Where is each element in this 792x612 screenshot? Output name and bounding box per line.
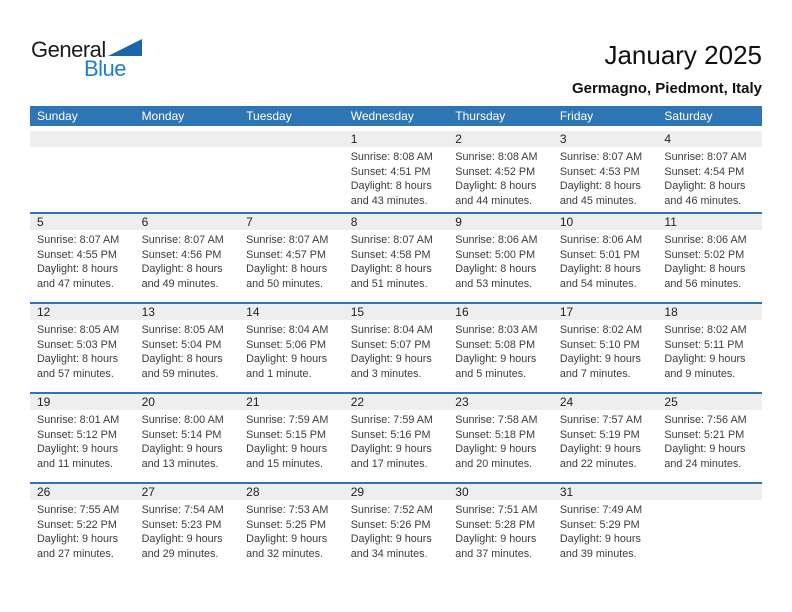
day-info-line: Daylight: 8 hours — [350, 180, 432, 193]
week-row — [30, 392, 762, 482]
day-info-line: and 45 minutes. — [559, 194, 637, 207]
day-number: 13 — [135, 304, 240, 320]
day-cell — [553, 484, 658, 572]
day-info — [30, 500, 135, 561]
day-info-line: Sunset: 5:03 PM — [37, 338, 117, 351]
day-cell — [448, 304, 553, 392]
day-info-line: Sunrise: 7:53 AM — [246, 504, 329, 516]
calendar — [30, 106, 762, 572]
day-cell — [448, 131, 553, 212]
day-info — [448, 320, 553, 381]
day-info-line: Sunrise: 7:57 AM — [559, 414, 643, 426]
day-info-line: Sunrise: 7:56 AM — [664, 414, 747, 426]
day-info-line: Daylight: 9 hours — [559, 443, 641, 456]
day-info-line: Sunset: 4:55 PM — [37, 248, 117, 261]
day-info-line: Daylight: 9 hours — [246, 533, 328, 546]
day-info-line: and 37 minutes. — [455, 547, 533, 560]
day-info-line: Sunrise: 8:07 AM — [664, 151, 747, 163]
day-info-line: and 1 minute. — [246, 367, 312, 380]
day-info-line: and 50 minutes. — [246, 277, 323, 290]
day-cell — [344, 304, 449, 392]
day-info-line: and 3 minutes. — [350, 367, 422, 380]
day-info-line: and 5 minutes. — [455, 367, 527, 380]
day-info-line: and 9 minutes. — [664, 367, 736, 380]
day-info-line: Daylight: 9 hours — [455, 353, 537, 366]
day-info-line: Sunset: 4:57 PM — [246, 248, 326, 261]
day-cell — [30, 394, 135, 482]
day-number: 1 — [344, 131, 449, 147]
day-info-line: Daylight: 8 hours — [246, 263, 328, 276]
day-cell — [239, 304, 344, 392]
day-cell — [135, 131, 240, 212]
day-cell — [239, 484, 344, 572]
day-info-line: and 59 minutes. — [141, 367, 219, 380]
day-info-line: Daylight: 9 hours — [246, 443, 328, 456]
day-info-line: Sunset: 5:04 PM — [141, 338, 222, 351]
day-info-line: Sunrise: 8:07 AM — [37, 234, 120, 246]
day-info-line: Sunrise: 8:07 AM — [141, 234, 224, 246]
day-info-line: and 20 minutes. — [455, 457, 533, 470]
day-number: 20 — [135, 394, 240, 410]
day-number: 22 — [344, 394, 449, 410]
title-block — [572, 40, 762, 97]
day-number: 24 — [553, 394, 658, 410]
day-info-line: Sunset: 5:10 PM — [559, 338, 640, 351]
day-number: 15 — [344, 304, 449, 320]
day-cell — [30, 214, 135, 302]
day-cell — [657, 394, 762, 482]
day-info-line: Sunrise: 8:06 AM — [455, 234, 538, 246]
day-info — [553, 320, 658, 381]
day-info-line: and 47 minutes. — [37, 277, 114, 290]
day-info — [344, 410, 449, 471]
day-info-line: Sunrise: 7:51 AM — [455, 504, 538, 516]
day-info-line: Daylight: 9 hours — [350, 443, 432, 456]
day-info-line: Sunset: 5:07 PM — [350, 338, 431, 351]
day-info — [344, 500, 449, 561]
day-cell — [657, 131, 762, 212]
day-info — [657, 147, 762, 208]
day-info-line: Sunrise: 8:03 AM — [455, 324, 538, 336]
day-info-line: and 17 minutes. — [350, 457, 428, 470]
logo-word-general: General — [31, 37, 106, 62]
day-info — [239, 147, 344, 150]
day-info-line: Sunrise: 7:52 AM — [350, 504, 433, 516]
day-info-line: and 53 minutes. — [455, 277, 533, 290]
weekday-thursday: Thursday — [455, 109, 506, 123]
day-info — [135, 147, 240, 150]
day-number: 4 — [657, 131, 762, 147]
day-cell — [239, 394, 344, 482]
day-cell — [657, 214, 762, 302]
day-cell — [135, 484, 240, 572]
day-number: 26 — [30, 484, 135, 500]
day-info-line: Sunset: 5:14 PM — [141, 428, 222, 441]
location-subtitle: Germagno, Piedmont, Italy — [571, 80, 762, 97]
day-number: 12 — [30, 304, 135, 320]
day-info-line: Sunrise: 8:04 AM — [246, 324, 329, 336]
weekday-saturday: Saturday — [664, 109, 713, 123]
day-info-line: Daylight: 9 hours — [559, 533, 641, 546]
day-info — [448, 230, 553, 291]
day-cell — [239, 214, 344, 302]
day-info-line: Sunrise: 8:00 AM — [141, 414, 224, 426]
day-info — [553, 230, 658, 291]
day-info-line: Daylight: 9 hours — [559, 353, 641, 366]
day-number: 14 — [239, 304, 344, 320]
day-number: 27 — [135, 484, 240, 500]
day-info-line: and 32 minutes. — [246, 547, 323, 560]
day-info-line: Sunset: 4:56 PM — [141, 248, 222, 261]
day-number — [239, 131, 344, 147]
day-cell — [239, 131, 344, 212]
day-info-line: and 51 minutes. — [350, 277, 428, 290]
weekday-header-row — [30, 106, 762, 126]
day-info-line: Daylight: 9 hours — [664, 353, 746, 366]
weekday-tuesday: Tuesday — [246, 109, 292, 123]
day-info-line: Sunset: 5:00 PM — [455, 248, 536, 261]
day-info-line: and 57 minutes. — [37, 367, 114, 380]
day-info-line: and 34 minutes. — [350, 547, 428, 560]
day-cell — [657, 484, 762, 572]
day-info-line: and 22 minutes. — [559, 457, 637, 470]
day-number: 10 — [553, 214, 658, 230]
week-row — [30, 482, 762, 572]
day-info — [135, 320, 240, 381]
day-number: 3 — [553, 131, 658, 147]
day-info-line: Sunrise: 7:59 AM — [350, 414, 433, 426]
day-number: 7 — [239, 214, 344, 230]
day-info-line: Sunset: 5:19 PM — [559, 428, 640, 441]
day-number: 9 — [448, 214, 553, 230]
week-row — [30, 131, 762, 212]
day-info-line: Sunrise: 8:07 AM — [559, 151, 643, 163]
day-info-line: Daylight: 9 hours — [664, 443, 746, 456]
day-info-line: Daylight: 9 hours — [37, 443, 119, 456]
logo-word-blue: Blue — [84, 56, 127, 81]
day-info-line: Sunset: 5:28 PM — [455, 518, 536, 531]
week-row — [30, 212, 762, 302]
day-info — [30, 410, 135, 471]
day-info — [657, 320, 762, 381]
day-info-line: and 43 minutes. — [350, 194, 428, 207]
day-info-line: and 39 minutes. — [559, 547, 637, 560]
day-info-line: Sunrise: 8:07 AM — [246, 234, 329, 246]
day-info-line: Sunset: 5:08 PM — [455, 338, 536, 351]
day-info-line: Sunrise: 8:05 AM — [37, 324, 120, 336]
day-info — [239, 500, 344, 561]
day-info-line: Sunset: 5:23 PM — [141, 518, 222, 531]
day-info-line: Sunset: 5:22 PM — [37, 518, 117, 531]
day-info-line: Sunrise: 8:06 AM — [664, 234, 747, 246]
day-info-line: and 44 minutes. — [455, 194, 533, 207]
day-info-line: Daylight: 9 hours — [350, 533, 432, 546]
day-info-line: Sunrise: 7:55 AM — [37, 504, 120, 516]
day-cell — [135, 304, 240, 392]
day-info-line: Sunrise: 7:49 AM — [559, 504, 643, 516]
day-info-line: Sunrise: 8:05 AM — [141, 324, 224, 336]
day-info-line: Daylight: 8 hours — [37, 353, 119, 366]
day-info-line: Sunset: 5:12 PM — [37, 428, 117, 441]
day-info-line: Sunset: 5:29 PM — [559, 518, 640, 531]
month-title: January 2025 — [604, 40, 762, 70]
day-cell — [30, 304, 135, 392]
day-cell — [553, 394, 658, 482]
day-info-line: Sunrise: 8:08 AM — [350, 151, 433, 163]
day-info-line: Sunset: 4:53 PM — [559, 165, 640, 178]
day-info-line: and 15 minutes. — [246, 457, 323, 470]
day-info — [30, 147, 135, 150]
day-info — [657, 230, 762, 291]
day-info-line: Daylight: 9 hours — [141, 443, 223, 456]
day-cell — [344, 131, 449, 212]
day-info-line: Daylight: 9 hours — [455, 443, 537, 456]
day-info — [344, 230, 449, 291]
day-info — [135, 230, 240, 291]
day-cell — [657, 304, 762, 392]
day-info-line: Sunrise: 8:01 AM — [37, 414, 120, 426]
day-info-line: Daylight: 8 hours — [37, 263, 119, 276]
day-info — [239, 230, 344, 291]
day-number: 16 — [448, 304, 553, 320]
weekday-friday: Friday — [559, 109, 594, 123]
day-info — [30, 320, 135, 381]
weeks-container — [30, 131, 762, 572]
day-number: 2 — [448, 131, 553, 147]
day-cell — [344, 394, 449, 482]
day-info — [239, 320, 344, 381]
day-info — [135, 410, 240, 471]
day-info-line: Sunset: 5:16 PM — [350, 428, 431, 441]
day-cell — [344, 214, 449, 302]
day-info-line: and 46 minutes. — [664, 194, 742, 207]
day-number: 5 — [30, 214, 135, 230]
day-cell — [135, 214, 240, 302]
day-number: 18 — [657, 304, 762, 320]
day-number: 21 — [239, 394, 344, 410]
day-cell — [448, 484, 553, 572]
day-number — [30, 131, 135, 147]
day-info-line: Daylight: 9 hours — [37, 533, 119, 546]
day-cell — [30, 131, 135, 212]
day-info-line: Sunset: 5:15 PM — [246, 428, 326, 441]
day-info — [657, 500, 762, 503]
day-info-line: Daylight: 8 hours — [559, 263, 641, 276]
day-number: 28 — [239, 484, 344, 500]
day-number: 19 — [30, 394, 135, 410]
day-info-line: Daylight: 9 hours — [141, 533, 223, 546]
day-info — [135, 500, 240, 561]
day-info-line: Sunset: 4:58 PM — [350, 248, 431, 261]
day-number: 6 — [135, 214, 240, 230]
weekday-wednesday: Wednesday — [350, 109, 414, 123]
day-info-line: Daylight: 8 hours — [455, 263, 537, 276]
day-number: 29 — [344, 484, 449, 500]
day-info-line: and 24 minutes. — [664, 457, 742, 470]
day-cell — [344, 484, 449, 572]
week-row — [30, 302, 762, 392]
day-cell — [553, 214, 658, 302]
day-number: 31 — [553, 484, 658, 500]
day-info — [344, 147, 449, 208]
day-info-line: Daylight: 8 hours — [350, 263, 432, 276]
day-info-line: Sunrise: 8:04 AM — [350, 324, 433, 336]
day-info-line: and 29 minutes. — [141, 547, 219, 560]
day-number: 8 — [344, 214, 449, 230]
day-info — [553, 147, 658, 208]
day-info — [30, 230, 135, 291]
day-cell — [135, 394, 240, 482]
day-number — [657, 484, 762, 500]
day-info-line: Sunset: 5:25 PM — [246, 518, 326, 531]
day-info-line: Daylight: 8 hours — [664, 180, 746, 193]
day-info — [448, 147, 553, 208]
day-info-line: Sunset: 5:18 PM — [455, 428, 536, 441]
day-info-line: and 56 minutes. — [664, 277, 742, 290]
day-info-line: Daylight: 8 hours — [455, 180, 537, 193]
weekday-monday: Monday — [141, 109, 185, 123]
weekday-sunday: Sunday — [37, 109, 78, 123]
day-info — [344, 320, 449, 381]
day-info — [239, 410, 344, 471]
day-info — [657, 410, 762, 471]
day-info-line: Daylight: 9 hours — [455, 533, 537, 546]
day-cell — [553, 131, 658, 212]
day-cell — [448, 214, 553, 302]
day-info-line: Sunset: 4:51 PM — [350, 165, 431, 178]
day-info — [553, 410, 658, 471]
day-info-line: Sunrise: 8:07 AM — [350, 234, 433, 246]
day-info-line: Daylight: 9 hours — [350, 353, 432, 366]
general-blue-logo — [31, 38, 142, 80]
day-info-line: and 54 minutes. — [559, 277, 637, 290]
day-info-line: and 11 minutes. — [37, 457, 114, 470]
day-info-line: Daylight: 8 hours — [141, 263, 223, 276]
day-cell — [448, 394, 553, 482]
day-info-line: and 49 minutes. — [141, 277, 219, 290]
day-info-line: and 7 minutes. — [559, 367, 631, 380]
day-cell — [30, 484, 135, 572]
day-info-line: Sunset: 5:06 PM — [246, 338, 326, 351]
day-cell — [553, 304, 658, 392]
day-info — [553, 500, 658, 561]
day-info-line: and 13 minutes. — [141, 457, 219, 470]
day-info-line: Sunrise: 7:59 AM — [246, 414, 329, 426]
day-info-line: Daylight: 9 hours — [246, 353, 328, 366]
day-info-line: Sunrise: 8:02 AM — [664, 324, 747, 336]
day-info-line: Sunset: 4:52 PM — [455, 165, 536, 178]
day-info-line: Sunrise: 7:58 AM — [455, 414, 538, 426]
day-info-line: Daylight: 8 hours — [664, 263, 746, 276]
day-number: 17 — [553, 304, 658, 320]
day-info — [448, 500, 553, 561]
day-number: 30 — [448, 484, 553, 500]
day-info-line: Sunset: 5:21 PM — [664, 428, 745, 441]
day-info-line: Sunrise: 7:54 AM — [141, 504, 224, 516]
day-info-line: Daylight: 8 hours — [559, 180, 641, 193]
day-info-line: Sunset: 5:01 PM — [559, 248, 640, 261]
day-number: 11 — [657, 214, 762, 230]
day-info-line: Daylight: 8 hours — [141, 353, 223, 366]
day-info-line: Sunrise: 8:02 AM — [559, 324, 643, 336]
day-info-line: Sunset: 5:11 PM — [664, 338, 744, 351]
day-info-line: Sunrise: 8:06 AM — [559, 234, 643, 246]
day-info — [448, 410, 553, 471]
day-info-line: and 27 minutes. — [37, 547, 114, 560]
day-number: 23 — [448, 394, 553, 410]
day-info-line: Sunrise: 8:08 AM — [455, 151, 538, 163]
day-info-line: Sunset: 4:54 PM — [664, 165, 745, 178]
day-info-line: Sunset: 5:02 PM — [664, 248, 745, 261]
day-number — [135, 131, 240, 147]
day-info-line: Sunset: 5:26 PM — [350, 518, 431, 531]
day-number: 25 — [657, 394, 762, 410]
